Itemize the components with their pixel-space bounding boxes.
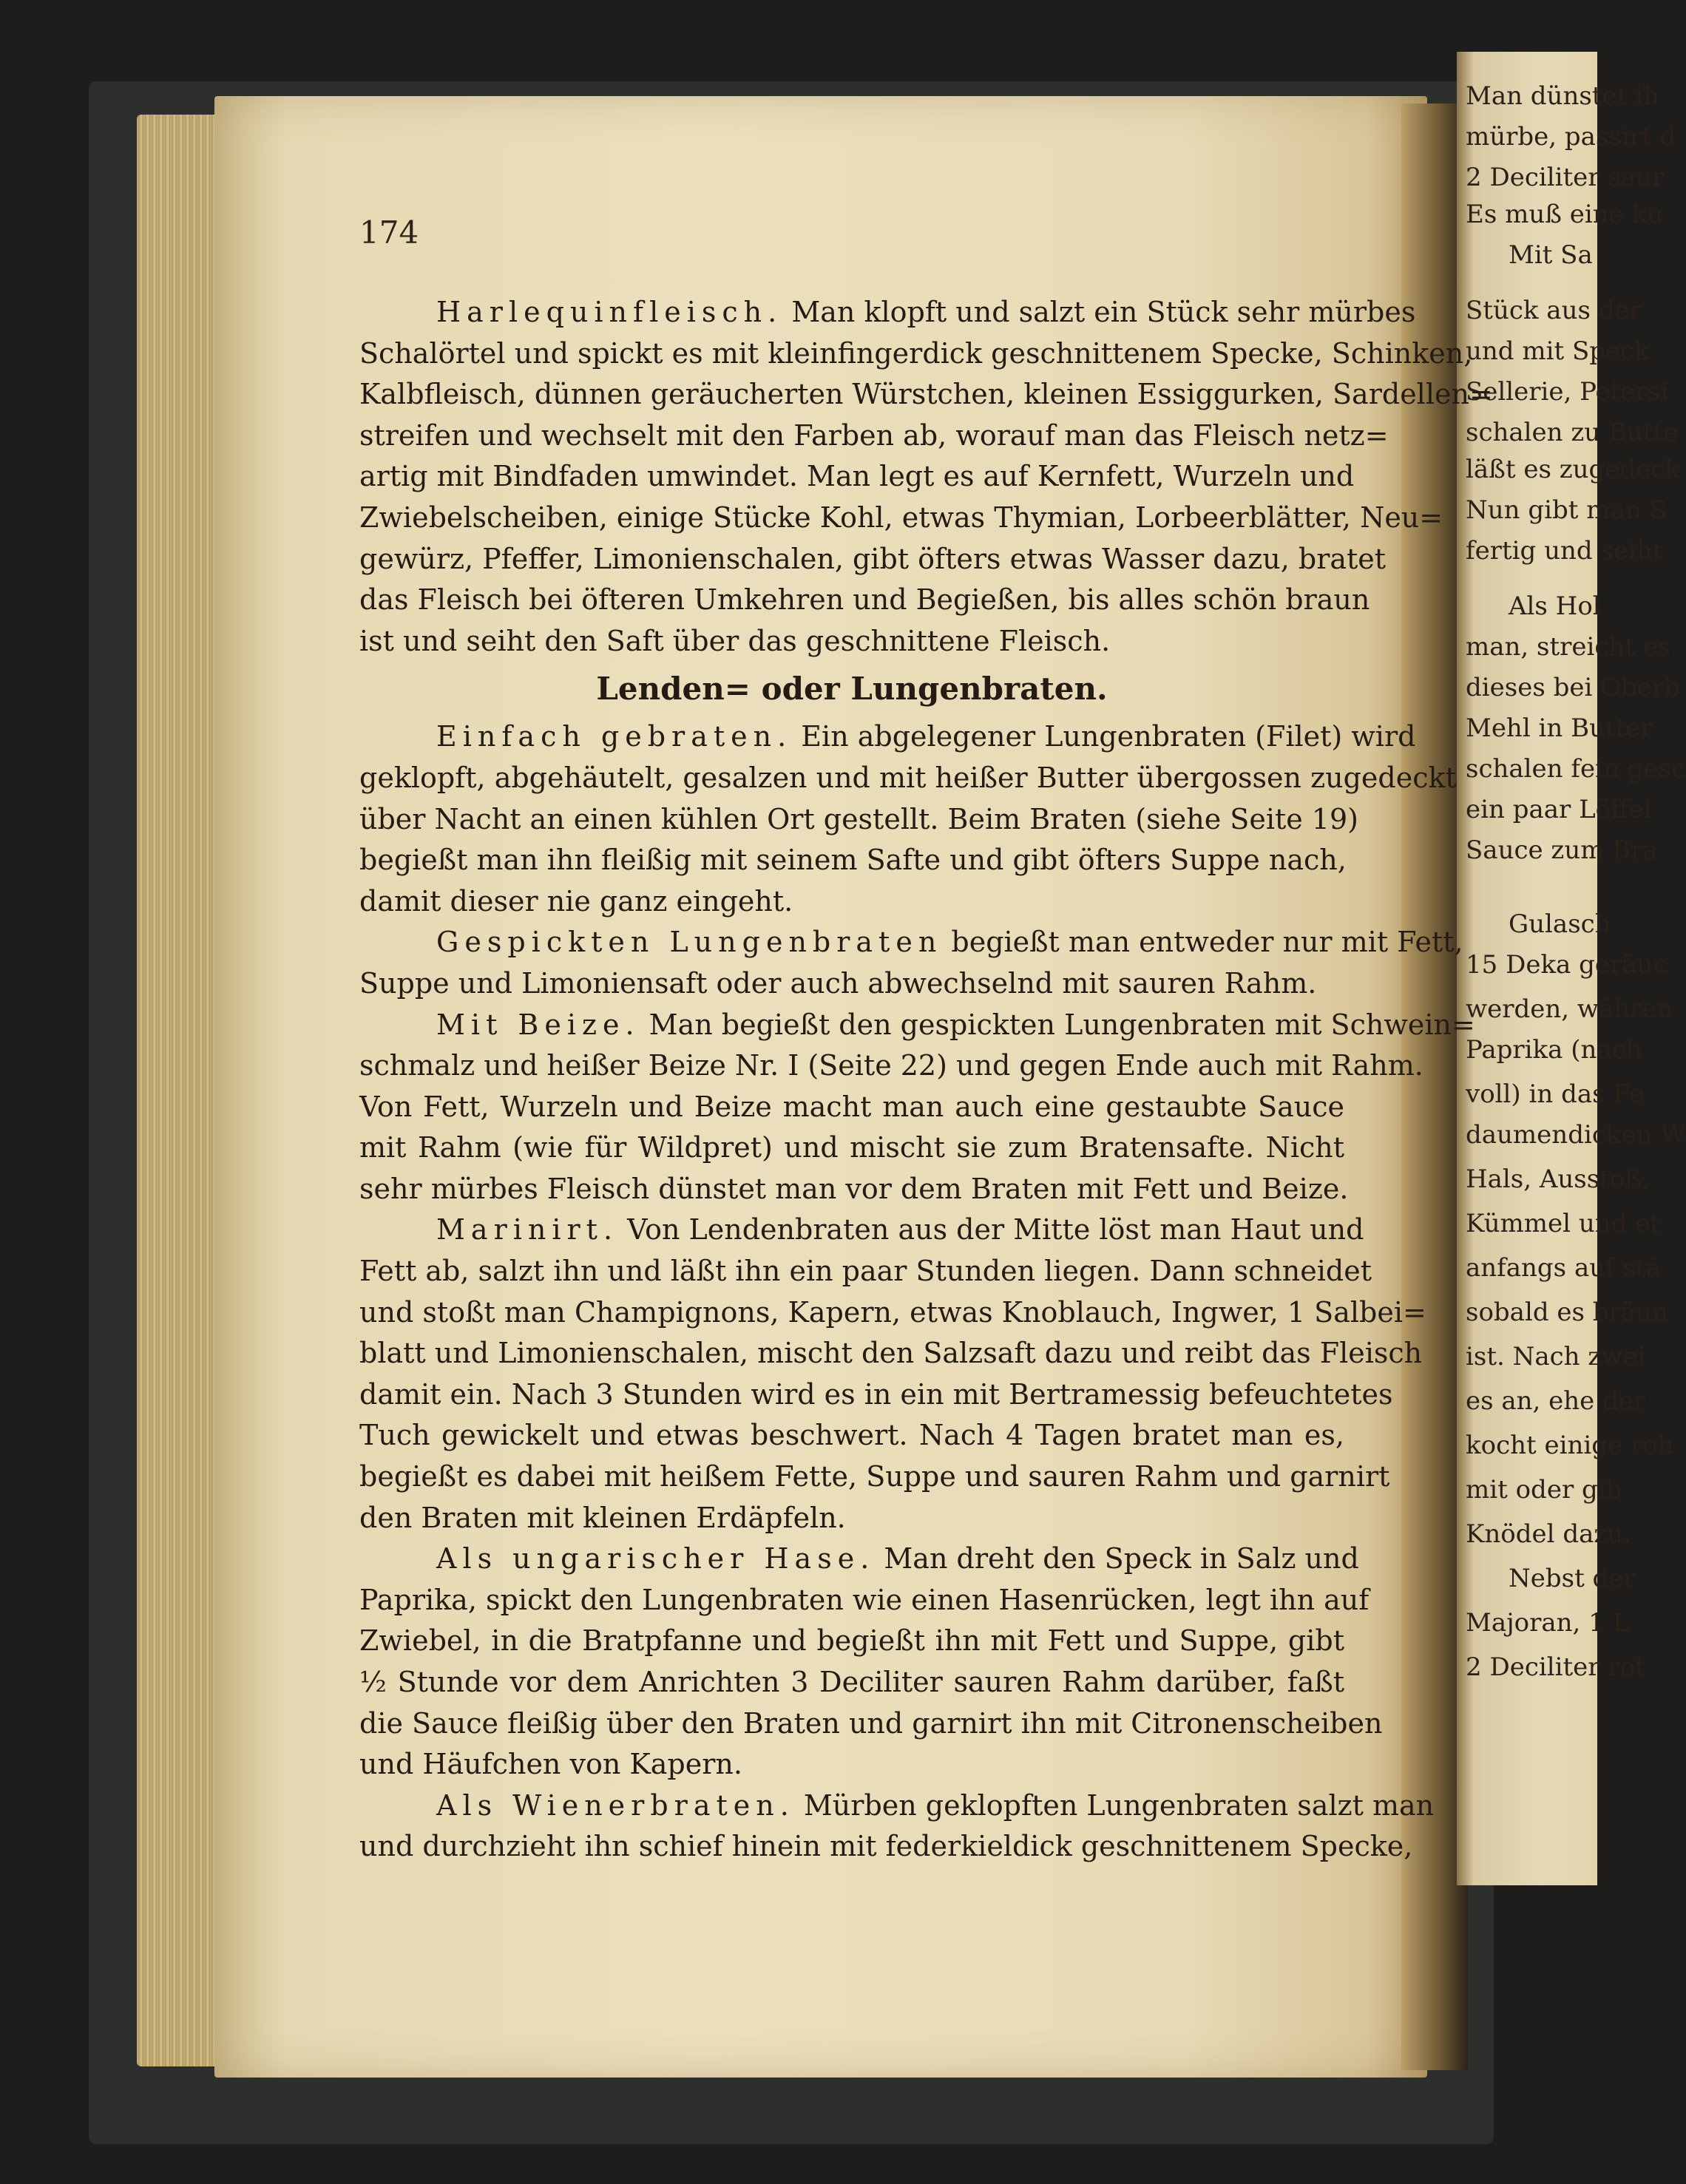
text-line bbox=[359, 1292, 1426, 1334]
right-page-line: Gulasch bbox=[1509, 909, 1611, 939]
right-page-line: kocht einige roh bbox=[1466, 1431, 1674, 1460]
paragraph-mit-beize bbox=[359, 1005, 1475, 1210]
text-line bbox=[359, 1703, 1383, 1745]
text-line bbox=[359, 416, 1389, 457]
text-line bbox=[359, 1374, 1393, 1416]
paragraph-lead: Marinirt. bbox=[436, 1213, 619, 1247]
page-number: 174 bbox=[359, 214, 419, 251]
right-page-line: Paprika (nach bbox=[1466, 1035, 1642, 1065]
paragraph-wienerbraten bbox=[359, 1785, 1435, 1868]
right-page-line: dieses bei Oberb bbox=[1466, 673, 1680, 702]
text-line bbox=[359, 1333, 1423, 1374]
line-text: begießt es dabei mit heißem Fette, Suppe und sauren Rahm und garnirt bbox=[359, 1460, 1390, 1493]
text-line bbox=[359, 1127, 1344, 1169]
text-line bbox=[359, 498, 1443, 539]
right-page-line: daumendicken W bbox=[1466, 1120, 1686, 1150]
line-text: mit Rahm (wie für Wildpret) und mischt sie zum Bratensafte. Nicht bbox=[359, 1131, 1344, 1164]
right-page-line: Als Hol bbox=[1509, 591, 1601, 621]
right-page-line: es an, ehe der bbox=[1466, 1386, 1646, 1416]
line-text: sehr mürbes Fleisch dünstet man vor dem Braten mit Fett und Beize. bbox=[359, 1172, 1349, 1205]
line-text: geklopft, abgehäutelt, gesalzen und mit heißer Butter übergossen zugedeckt bbox=[359, 761, 1457, 794]
right-page-line: und mit Speck bbox=[1466, 336, 1650, 366]
text-line bbox=[359, 1456, 1390, 1498]
text-line bbox=[359, 621, 1344, 662]
text-line bbox=[359, 1169, 1349, 1210]
right-page-line: ist. Nach zwei bbox=[1466, 1342, 1646, 1371]
right-page-line: Mit Sa bbox=[1509, 240, 1593, 270]
right-page-line: Es muß eine ku bbox=[1466, 200, 1664, 229]
right-page-line: 2 Deciliter saur bbox=[1466, 163, 1665, 192]
line-text: die Sauce fleißig über den Braten und garnirt ihn mit Citronenscheiben bbox=[359, 1706, 1383, 1740]
line-text: und stoßt man Champignons, Kapern, etwas Knoblauch, Ingwer, 1 Salbei= bbox=[359, 1295, 1426, 1329]
right-page-line: Knödel dazu. bbox=[1466, 1519, 1631, 1549]
section-heading: Lenden= oder Lungenbraten. bbox=[596, 671, 1108, 708]
line-text: Tuch gewickelt und etwas beschwert. Nach 4 Tagen bratet man es, bbox=[359, 1419, 1344, 1452]
line-text: Ein abgelegener Lungenbraten (Filet) wird bbox=[801, 720, 1416, 753]
line-text: Zwiebelscheiben, einige Stücke Kohl, etwas Thymian, Lorbeerblätter, Neu= bbox=[359, 501, 1443, 534]
paragraph-harlequinfleisch bbox=[359, 292, 1493, 662]
text-line bbox=[359, 333, 1473, 375]
right-page-fragment bbox=[1457, 52, 1686, 1885]
line-text: über Nacht an einen kühlen Ort gestellt. Beim Braten (siehe Seite 19) bbox=[359, 802, 1358, 835]
right-page-line: schalen fein gesc bbox=[1466, 754, 1686, 784]
text-line bbox=[359, 1415, 1344, 1456]
right-page-line: voll) in das Fe bbox=[1466, 1079, 1645, 1109]
right-page-line: Sauce zum Bra bbox=[1466, 835, 1658, 865]
text-line bbox=[359, 1744, 1344, 1785]
line-text: Mürben geklopften Lungenbraten salzt man bbox=[803, 1788, 1435, 1822]
right-page-line: anfangs auf stä bbox=[1466, 1253, 1661, 1283]
page-body bbox=[359, 292, 1493, 1868]
right-page-line: ein paar Löffel bbox=[1466, 795, 1652, 824]
text-line bbox=[359, 922, 1463, 963]
text-line bbox=[359, 1005, 1475, 1046]
line-text: den Braten mit kleinen Erdäpfeln. bbox=[359, 1501, 846, 1534]
right-page-line: fertig und seiht bbox=[1466, 536, 1663, 566]
text-line bbox=[359, 1580, 1370, 1621]
line-text: ½ Stunde vor dem Anrichten 3 Deciliter sauren Rahm darüber, faßt bbox=[359, 1666, 1344, 1698]
line-text: artig mit Bindfaden umwindet. Man legt es auf Kernfett, Wurzeln und bbox=[359, 460, 1355, 493]
right-page-line: läßt es zugedeck bbox=[1466, 455, 1680, 484]
right-page-text bbox=[1457, 52, 1686, 1885]
right-page-line: Stück aus der bbox=[1466, 296, 1642, 325]
paragraph-ungarischer-hase bbox=[359, 1539, 1383, 1785]
paragraph-lead: Als Wienerbraten. bbox=[436, 1788, 795, 1822]
line-text: das Fleisch bei öfteren Umkehren und Begießen, bis alles schön braun bbox=[359, 583, 1370, 617]
line-text: gewürz, Pfeffer, Limonienschalen, gibt öfters etwas Wasser dazu, bratet bbox=[359, 542, 1387, 575]
paragraph-lead: Harlequinfleisch. bbox=[436, 296, 783, 328]
line-text: Man begießt den gespickten Lungenbraten mit Schwein= bbox=[649, 1008, 1475, 1041]
text-line bbox=[359, 1621, 1344, 1662]
line-text: streifen und wechselt mit den Farben ab, worauf man das Fleisch netz= bbox=[359, 418, 1389, 452]
paragraph-lead: Mit Beize. bbox=[436, 1008, 640, 1041]
text-line bbox=[359, 1826, 1413, 1868]
line-text: Zwiebel, in die Bratpfanne und begießt ihn mit Fett und Suppe, gibt bbox=[359, 1624, 1344, 1658]
text-line bbox=[359, 539, 1387, 580]
right-page-line: 2 Deciliter rot bbox=[1466, 1652, 1645, 1682]
paragraph-einfach-gebraten bbox=[359, 716, 1457, 922]
paragraph-lead: Gespickten Lungenbraten bbox=[436, 926, 943, 959]
right-page-line: mit oder gib bbox=[1466, 1475, 1622, 1505]
right-page-line: sobald es bräun bbox=[1466, 1298, 1668, 1327]
text-line bbox=[359, 456, 1355, 498]
line-text: Von Fett, Wurzeln und Beize macht man auch eine gestaubte Sauce bbox=[359, 1090, 1344, 1123]
line-text: damit ein. Nach 3 Stunden wird es in ein mit Bertramessig befeuchtetes bbox=[359, 1377, 1393, 1411]
right-page-line: Majoran, 1 L bbox=[1466, 1608, 1630, 1638]
right-page-line: mürbe, passirt d bbox=[1466, 122, 1676, 152]
line-text: Schalörtel und spickt es mit kleinfingerdick geschnittenem Specke, Schinken, bbox=[359, 336, 1473, 370]
text-line bbox=[359, 580, 1370, 621]
text-line bbox=[359, 881, 1344, 923]
paragraph-lead: Einfach gebraten. bbox=[436, 720, 793, 753]
text-line bbox=[359, 1087, 1344, 1128]
line-text: begießt man entweder nur mit Fett, bbox=[951, 926, 1463, 959]
line-text: Paprika, spickt den Lungenbraten wie einen Hasenrücken, legt ihn auf bbox=[359, 1583, 1370, 1616]
text-line bbox=[359, 1785, 1435, 1827]
text-line bbox=[359, 758, 1457, 799]
line-text: Fett ab, salzt ihn und läßt ihn ein paar Stunden liegen. Dann schneidet bbox=[359, 1255, 1372, 1288]
text-line bbox=[359, 1662, 1344, 1703]
right-page-line: werden, währen bbox=[1466, 994, 1673, 1024]
line-text: Man dreht den Speck in Salz und bbox=[884, 1542, 1359, 1576]
line-text: ist und seiht den Saft über das geschnittene Fleisch. bbox=[359, 624, 1111, 657]
line-text: und durchzieht ihn schief hinein mit federkieldick geschnittenem Specke, bbox=[359, 1830, 1413, 1863]
right-page-line: Kümmel und et bbox=[1466, 1209, 1660, 1238]
right-page-line: Man dünstet ih bbox=[1466, 81, 1659, 111]
paragraph-lead: Als ungarischer Hase. bbox=[436, 1542, 876, 1576]
text-line bbox=[359, 1210, 1364, 1251]
line-text: begießt man ihn fleißig mit seinem Safte und gibt öfters Suppe nach, bbox=[359, 844, 1347, 877]
text-line bbox=[359, 1045, 1423, 1087]
right-page-line: Nun gibt man S bbox=[1466, 495, 1667, 525]
right-page-line: Hals, Ausstoß, bbox=[1466, 1164, 1650, 1194]
line-text: Von Lendenbraten aus der Mitte löst man Haut und bbox=[627, 1213, 1364, 1247]
text-line bbox=[359, 799, 1358, 841]
line-text: damit dieser nie ganz eingeht. bbox=[359, 884, 793, 918]
right-page-line: man, streicht es bbox=[1466, 632, 1671, 662]
text-line bbox=[359, 374, 1493, 416]
text-line bbox=[359, 1498, 1344, 1539]
line-text: schmalz und heißer Beize Nr. I (Seite 22) und gegen Ende auch mit Rahm. bbox=[359, 1049, 1423, 1082]
line-text: blatt und Limonienschalen, mischt den Salzsaft dazu und reibt das Fleisch bbox=[359, 1337, 1423, 1370]
right-page-line: 15 Deka geräuc bbox=[1466, 950, 1668, 980]
text-line bbox=[359, 963, 1344, 1005]
text-line bbox=[359, 840, 1347, 881]
paragraph-gespickten-lungenbraten bbox=[359, 922, 1463, 1004]
line-text: und Häufchen von Kapern. bbox=[359, 1748, 742, 1781]
line-text: Man klopft und salzt ein Stück sehr mürbes bbox=[791, 296, 1416, 328]
text-line bbox=[359, 292, 1416, 333]
text-line bbox=[359, 1539, 1359, 1580]
right-page-line: Mehl in Butter bbox=[1466, 713, 1653, 743]
right-page-line: Nebst der bbox=[1509, 1564, 1636, 1593]
line-text: Kalbfleisch, dünnen geräucherten Würstchen, kleinen Essiggurken, Sardellen= bbox=[359, 378, 1493, 411]
text-line bbox=[359, 1251, 1372, 1292]
paragraph-marinirt bbox=[359, 1210, 1426, 1539]
right-page-line: schalen zu Butte bbox=[1466, 418, 1679, 447]
line-text: Suppe und Limoniensaft oder auch abwechselnd mit sauren Rahm. bbox=[359, 966, 1317, 1000]
right-page-line: Sellerie, Petersi bbox=[1466, 377, 1668, 407]
text-line bbox=[359, 716, 1416, 758]
